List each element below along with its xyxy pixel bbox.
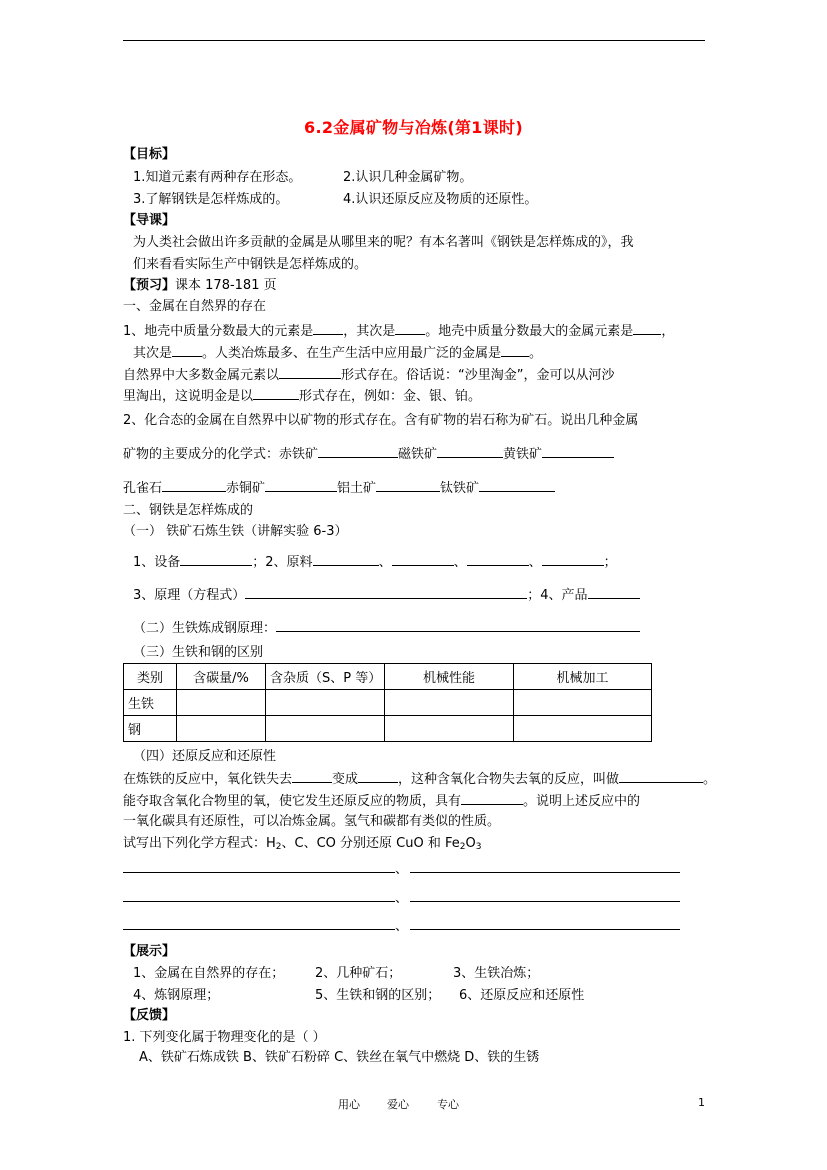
answer-line[interactable] <box>410 901 680 902</box>
blank[interactable] <box>542 553 604 566</box>
answer-line[interactable] <box>410 929 680 930</box>
reduction-line-2 <box>123 792 640 810</box>
reduction-line-1 <box>123 770 716 788</box>
table-cell[interactable] <box>385 716 514 742</box>
q1-text-d: ， <box>661 324 675 339</box>
q1-text-a: 1、地壳中质量分数最大的元素是 <box>123 324 314 339</box>
answer-line[interactable] <box>123 929 395 930</box>
reduction-text-d: 。 <box>703 772 717 787</box>
q2-text-h: 钛铁矿 <box>440 481 480 496</box>
goals-heading: 【目标】 <box>123 147 176 162</box>
page-title: 6.2金属矿物与冶炼(第1课时) <box>304 118 523 137</box>
reduction-line-3: 一氧化碳具有还原性，可以冶炼金属。氢气和碳都有类似的性质。 <box>123 814 501 829</box>
section-1-title: 一、金属在自然界的存在 <box>123 299 267 314</box>
blank[interactable] <box>358 770 398 783</box>
table-header-row <box>124 664 652 690</box>
q1-text-f: 。人类冶炼最多、在生产生活中应用最广泛的金属是 <box>202 346 502 361</box>
equipment-label: 1、设备 <box>133 555 181 570</box>
separator: 、 <box>528 555 542 570</box>
question-2-line-3 <box>123 479 555 497</box>
goal-4: 4.认识还原反应及物质的还原性。 <box>343 192 538 207</box>
feedback-heading: 【反馈】 <box>123 1008 176 1023</box>
prompt-text-a: 试写出下列化学方程式：H <box>123 836 276 851</box>
reduction-text-c: ，这种含氧化合物失去氧的反应，叫做 <box>398 772 620 787</box>
answer-line[interactable] <box>123 901 395 902</box>
q2-text-b: 矿物的主要成分的化学式：赤铁矿 <box>123 447 319 462</box>
q1-text-j: 里淘出，这说明金是以 <box>123 389 254 404</box>
steelmaking-label: （二）生铁炼成钢原理： <box>133 621 277 636</box>
page-number: 1 <box>698 1096 705 1109</box>
preview-heading-line <box>123 278 277 294</box>
feedback-options: A、铁矿石炼成铁 B、铁矿石粉碎 C、铁丝在氧气中燃烧 D、铁的生锈 <box>139 1050 540 1065</box>
blank[interactable] <box>633 322 661 335</box>
separator: 、 <box>395 862 409 877</box>
q1-text-h: 自然界中大多数金属元素以 <box>123 368 280 383</box>
subsection-1-title: （一） 铁矿石炼生铁（讲解实验 6-3） <box>123 524 348 539</box>
steelmaking-line <box>133 619 640 637</box>
table-cell[interactable] <box>514 716 652 742</box>
table-cell[interactable] <box>385 690 514 716</box>
table-row <box>124 716 652 742</box>
reduction-text-a: 在炼铁的反应中，氧化铁失去 <box>123 772 293 787</box>
table-cell[interactable] <box>514 690 652 716</box>
materials-label: ；2、原料 <box>252 555 313 570</box>
blank[interactable] <box>253 387 299 400</box>
separator: 、 <box>395 891 409 906</box>
table-cell[interactable] <box>177 716 266 742</box>
question-1-line-4 <box>123 387 481 405</box>
q1-text-e: 其次是 <box>133 346 173 361</box>
question-2-line-2 <box>123 445 614 463</box>
blank[interactable] <box>172 344 202 357</box>
table-header: 含碳量/% <box>177 664 266 690</box>
blank[interactable] <box>313 322 343 335</box>
preview-pages: 课本 178-181 页 <box>175 278 277 293</box>
q2-text-g: 铝土矿 <box>337 481 377 496</box>
row-label: 生铁 <box>124 690 177 716</box>
feedback-question: 1. 下列变化属于物理变化的是（ ） <box>123 1030 326 1045</box>
intro-line-2: 们来看看实际生产中钢铁是怎样炼成的。 <box>133 257 368 272</box>
prompt-text-c: O <box>465 836 476 851</box>
table-header: 含杂质（S、P 等） <box>266 664 385 690</box>
blank[interactable] <box>265 479 337 492</box>
comparison-table <box>123 663 652 742</box>
blank[interactable] <box>392 553 454 566</box>
table-header: 机械性能 <box>385 664 514 690</box>
intro-heading: 【导课】 <box>123 213 176 228</box>
blank[interactable] <box>313 553 379 566</box>
footer-text: 用心 <box>338 1098 360 1111</box>
row-label: 钢 <box>124 716 177 742</box>
header-rule <box>123 40 705 41</box>
blank[interactable] <box>467 553 529 566</box>
goal-3: 3.了解钢铁是怎样炼成的。 <box>133 192 289 207</box>
blank[interactable] <box>376 479 440 492</box>
show-item: 6、还原反应和还原性 <box>459 988 585 1003</box>
table-cell[interactable] <box>177 690 266 716</box>
goal-1: 1.知道元素有两种存在形态。 <box>133 170 302 185</box>
principle-line <box>133 586 640 604</box>
q1-text-k: 形式存在，例如：金、银、铂。 <box>299 389 482 404</box>
blank[interactable] <box>279 366 341 379</box>
q2-text-d: 黄铁矿 <box>503 447 543 462</box>
blank[interactable] <box>619 770 703 783</box>
principle-label: 3、原理（方程式） <box>133 588 246 603</box>
separator: 、 <box>453 555 467 570</box>
table-header: 机械加工 <box>514 664 652 690</box>
subscript: 2 <box>459 842 466 852</box>
blank[interactable] <box>180 553 252 566</box>
blank[interactable] <box>437 445 503 458</box>
separator: 、 <box>378 555 392 570</box>
table-cell[interactable] <box>266 690 385 716</box>
goal-2: 2.认识几种金属矿物。 <box>343 170 473 185</box>
blank[interactable] <box>292 770 332 783</box>
blank[interactable] <box>588 586 640 599</box>
prompt-text-b: 、C、CO 分别还原 CuO 和 Fe <box>281 836 460 851</box>
question-1-line-2 <box>133 344 542 362</box>
blank[interactable] <box>501 344 529 357</box>
q1-text-g: 。 <box>529 346 543 361</box>
show-item: 5、生铁和钢的区别； <box>315 988 441 1003</box>
footer-text: 爱心 <box>387 1098 409 1111</box>
equation-prompt <box>123 836 481 855</box>
question-2-line-1: 2、化合态的金属在自然界中以矿物的形式存在。含有矿物的岩石称为矿石。说出几种金属 <box>123 413 639 428</box>
product-label: ；4、产品 <box>527 588 588 603</box>
equipment-line <box>133 553 617 571</box>
blank[interactable] <box>162 479 226 492</box>
subscript: 2 <box>275 842 282 852</box>
preview-heading: 【预习】 <box>123 278 176 293</box>
reduction-text-b: 变成 <box>332 772 359 787</box>
show-item: 1、金属在自然界的存在； <box>133 966 285 981</box>
subsection-3-title: （三）生铁和钢的区别 <box>133 645 264 660</box>
q1-text-b: ，其次是 <box>343 324 396 339</box>
question-1-line-1 <box>123 322 674 340</box>
show-item: 3、生铁冶炼； <box>453 966 540 981</box>
show-heading: 【展示】 <box>123 944 176 959</box>
blank[interactable] <box>479 479 555 492</box>
answer-line[interactable] <box>123 872 395 873</box>
blank[interactable] <box>318 445 398 458</box>
q1-text-c: 。地壳中质量分数最大的金属元素是 <box>425 324 634 339</box>
blank[interactable] <box>276 619 640 632</box>
show-item: 2、几种矿石； <box>315 966 402 981</box>
q1-text-i: 形式存在。俗话说：“沙里淘金”，金可以从河沙 <box>341 368 615 383</box>
answer-line[interactable] <box>410 872 680 873</box>
show-item: 4、炼钢原理； <box>133 988 220 1003</box>
section-2-title: 二、钢铁是怎样炼成的 <box>123 503 254 518</box>
q2-text-e: 孔雀石 <box>123 481 163 496</box>
subscript: 3 <box>475 842 482 852</box>
table-cell[interactable] <box>266 716 385 742</box>
blank[interactable] <box>245 586 527 599</box>
table-header: 类别 <box>124 664 177 690</box>
intro-line-1: 为人类社会做出许多贡献的金属是从哪里来的呢？有本名著叫《钢铁是怎样炼成的》，我 <box>133 235 634 250</box>
blank[interactable] <box>542 445 614 458</box>
reduction-text-f: 。说明上述反应中的 <box>523 794 641 809</box>
q2-text-c: 磁铁矿 <box>398 447 438 462</box>
blank[interactable] <box>395 322 425 335</box>
subsection-4-title: （四）还原反应和还原性 <box>133 749 277 764</box>
reduction-text-e: 能夺取含氧化合物里的氧，使它发生还原反应的物质，具有 <box>123 794 462 809</box>
blank[interactable] <box>461 792 523 805</box>
table-row <box>124 690 652 716</box>
question-1-line-3 <box>123 366 615 384</box>
separator: ； <box>603 555 617 570</box>
q2-text-f: 赤铜矿 <box>226 481 266 496</box>
footer-text: 专心 <box>437 1098 459 1111</box>
separator: 、 <box>395 919 409 934</box>
